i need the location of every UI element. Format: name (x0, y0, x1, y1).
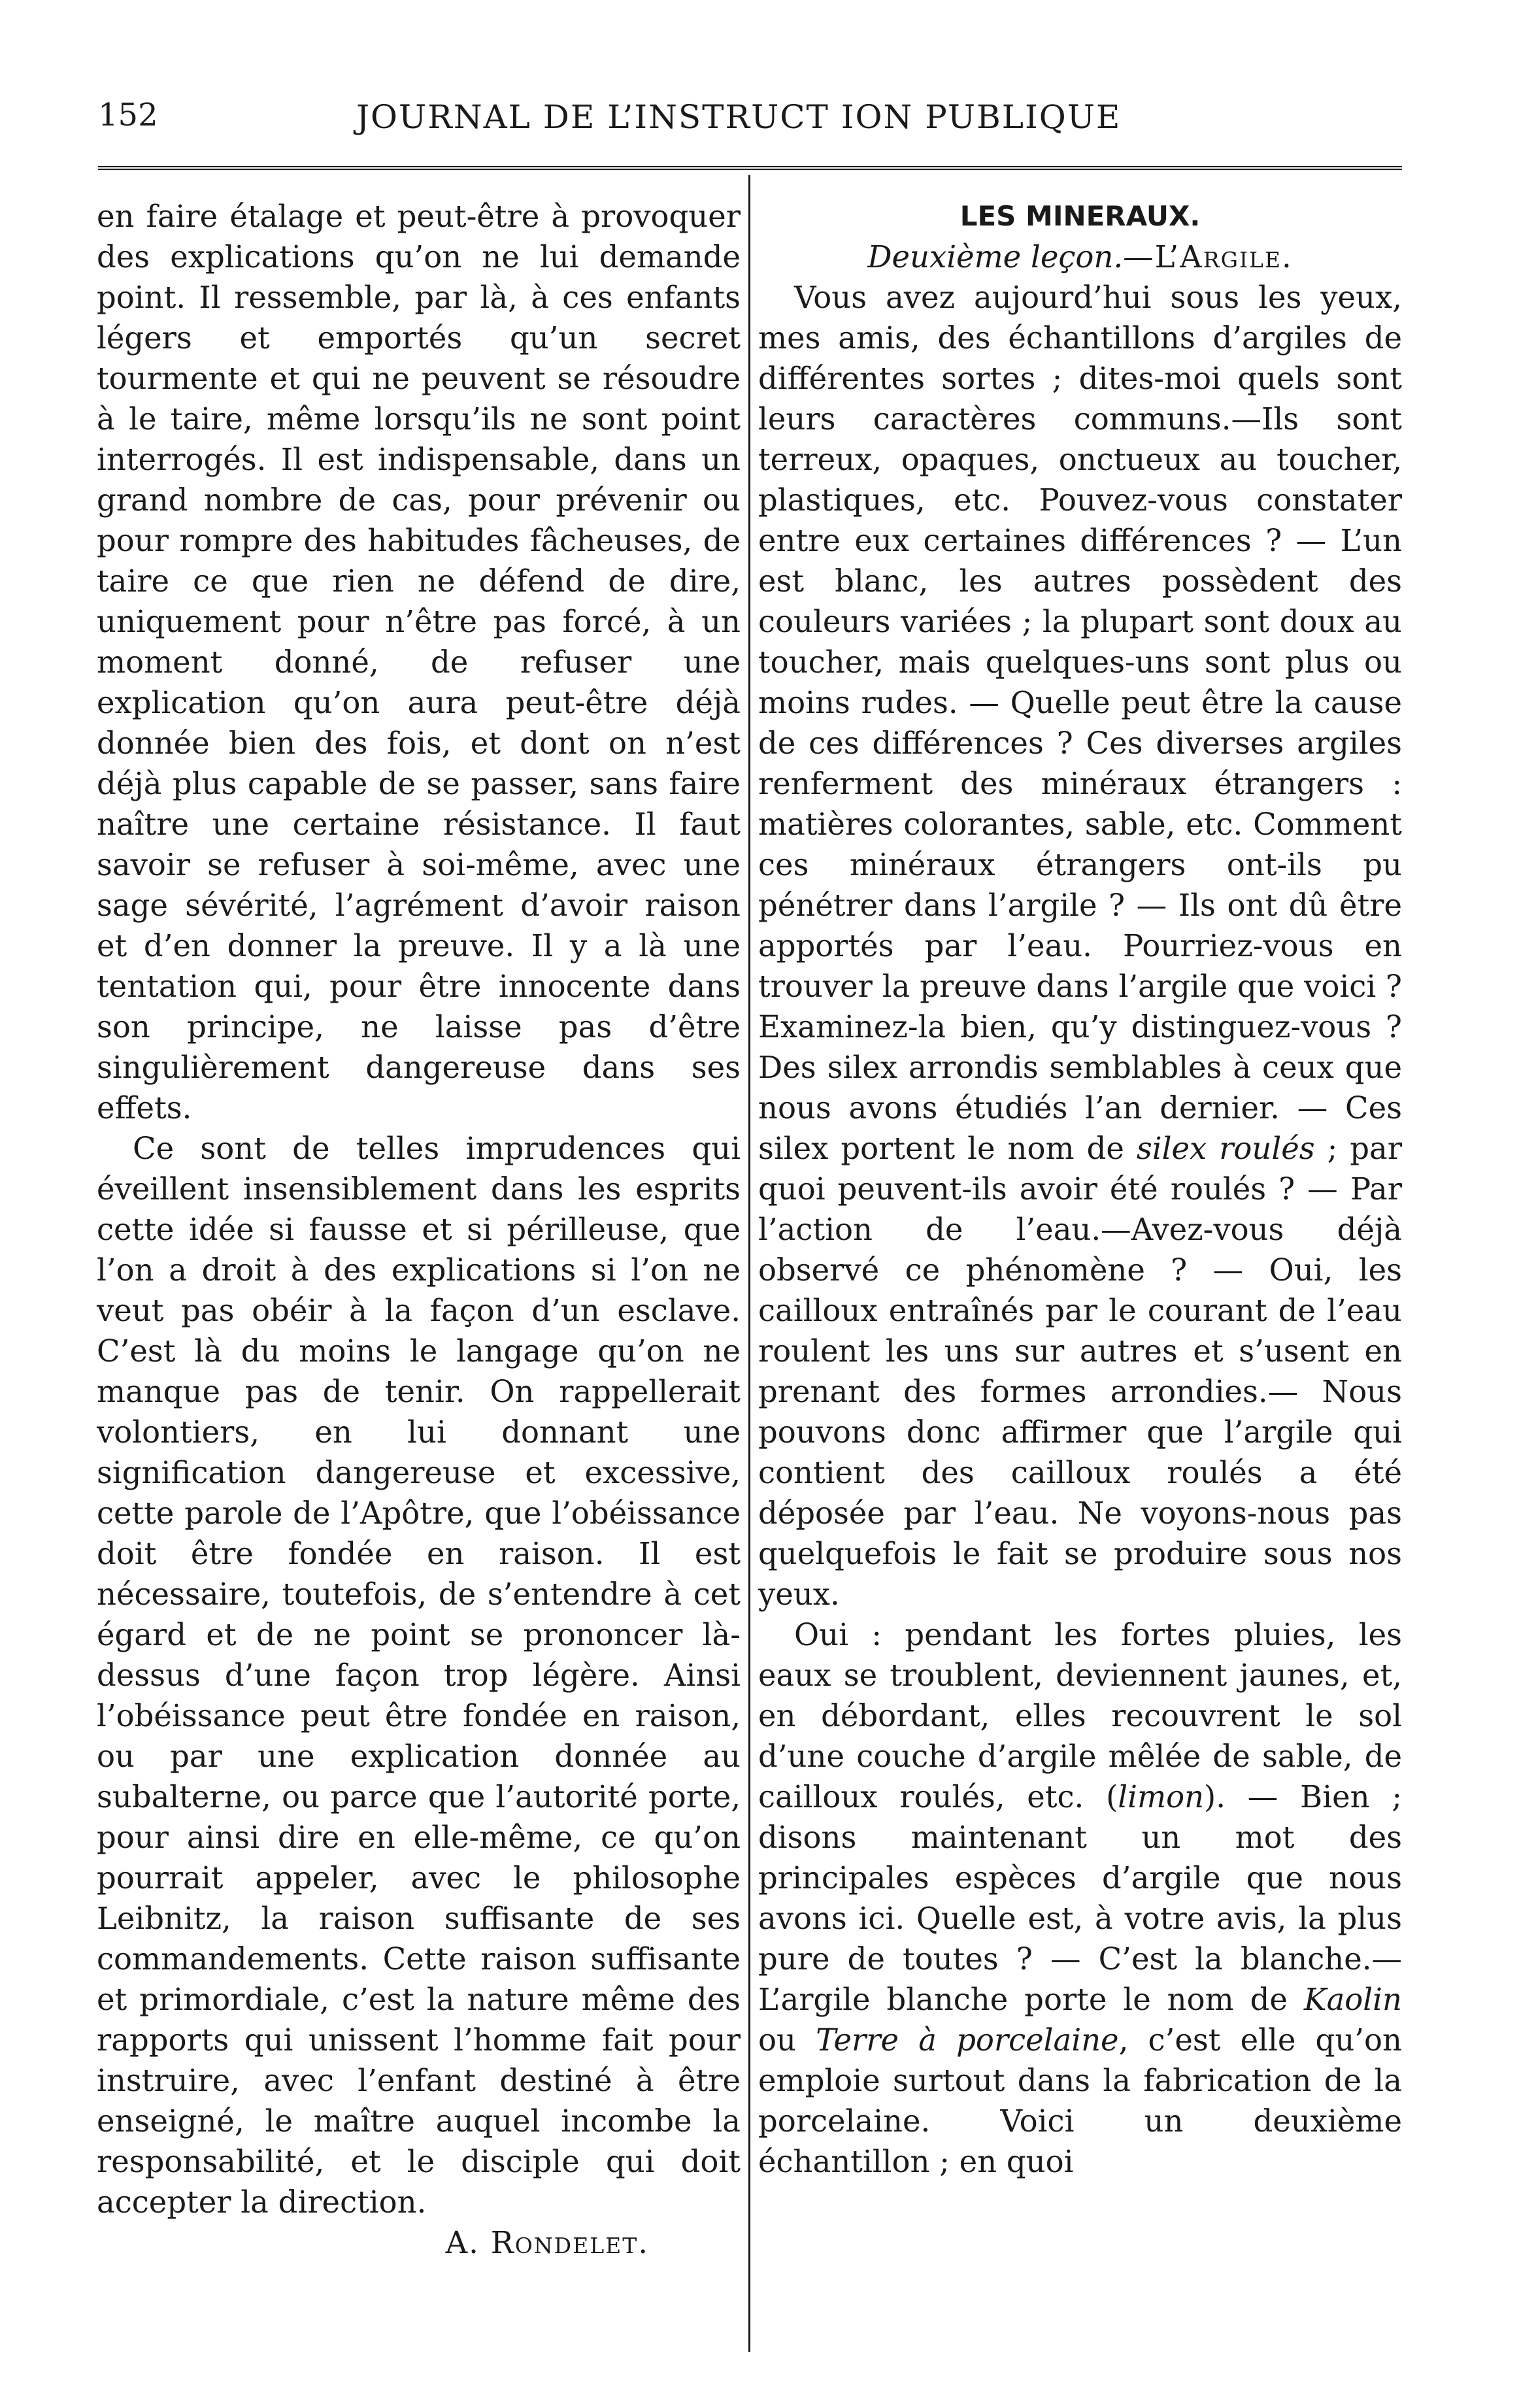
running-title: JOURNAL DE L’INSTRUCT ION PUBLIQUE (356, 98, 1122, 136)
right-p2-text-b: ). — Bien ; disons maintenant un mot des principales espèces d’argile que nous avons ici. Quelle est, à votre avis, la plus pure de toutes ? — C’est la blanche.— L’argile blanche porte le nom de (758, 1779, 1402, 2017)
page-number: 152 (98, 97, 158, 133)
right-p2-text-a: Oui : pendant les fortes pluies, les eaux se troublent, deviennent jaunes, et, en débordant, elles recouvrent le sol d’une couche d’argile mêlée de sable, de cailloux roulés, etc. ( (758, 1617, 1402, 1814)
author-signature: A. Rondelet. (445, 2225, 649, 2260)
column-divider (748, 175, 750, 2352)
lesson-heading (758, 237, 1402, 277)
header-rule (98, 166, 1402, 170)
article-title: LES MINERAUX. (960, 200, 1201, 232)
right-paragraph-2 (758, 1614, 1402, 2182)
left-column (97, 196, 741, 2263)
lesson-label: Deuxième leçon. (867, 239, 1124, 275)
right-paragraph-1 (758, 277, 1402, 1614)
left-paragraph-2: Ce sont de telles imprudences qui éveillent insensiblement dans les esprits cette idée si fausse et si périlleuse, que l’on a droit à des explications si l’on ne veut pas obéir à la façon d’un esclave. C’est là du moins le langage qu’on ne manque pas de tenir. On rappellerait volontiers, en lui donnant une signification dangereuse et excessive, cette parole de l’Apôtre, que l’obéissance doit être fondée en raison. Il est nécessaire, toutefois, de s’entendre à cet égard et de ne point se prononcer là-dessus d’une façon trop légère. Ainsi l’obéissance peut être fondée en raison, ou par une explication donnée au subalterne, ou parce que l’autorité porte, pour ainsi dire en elle-même, ce qu’on pourrait appeler, avec le philosophe Leibnitz, la raison suffisante de ses commandements. Cette raison suffisante et primordiale, c’est la nature même des rapports qui unissent l’homme fait pour instruire, avec l’enfant destiné à être enseigné, le maître auquel incombe la responsabilité, et le disciple qui doit accepter la direction. (97, 1131, 741, 2220)
right-p2-italic-1: limon (1118, 1779, 1205, 1814)
left-paragraph-1: en faire étalage et peut-être à provoquer des explications qu’on ne lui demande point. Il ressemble, par là, à ces enfants légers et emportés qu’un secret tourmente et qui ne peuvent se résoudre à le taire, même lorsqu’ils ne sont point interrogés. Il est indispensable, dans un grand nombre de cas, pour prévenir ou pour rompre des habitudes fâcheuses, de taire ce que rien ne défend de dire, uniquement pour n’être pas forcé, à un moment donné, de refuser une explication qu’on aura peut-être déjà donnée bien des fois, et dont on n’est déjà plus capable de se passer, sans faire naître une certaine résistance. Il faut savoir se refuser à soi-même, avec une sage sévérité, l’agrément d’avoir raison et d’en donner la preuve. Il y a là une tentation qui, pour être innocente dans son principe, ne laisse pas d’être singulièrement dangereuse dans ses effets. (97, 199, 741, 1126)
right-p1-text-a: Vous avez aujourd’hui sous les yeux, mes amis, des échantillons d’argiles de différentes sortes ; dites-moi quels sont leurs caractères communs.—Ils sont terreux, opaques, onctueux au toucher, plastiques, etc. Pouvez-vous constater entre eux certaines différences ? — L’un est blanc, les autres possèdent des couleurs variées ; la plupart sont doux au toucher, mais quelques-uns sont plus ou moins rudes. — Quelle peut être la cause de ces différences ? Ces diverses argiles renferment des minéraux étrangers : matières colorantes, sable, etc. Comment ces minéraux étrangers ont-ils pu pénétrer dans l’argile ? — Ils ont dû être apportés par l’eau. Pourriez-vous en trouver la preuve dans l’argile que voici ? Examinez-la bien, qu’y distinguez-vous ? Des silex arrondis semblables à ceux que nous avons étudiés l’an dernier. — Ces silex portent le nom de (758, 280, 1402, 1166)
lesson-topic: —L’Argile. (1123, 239, 1293, 275)
right-column (758, 196, 1402, 2182)
right-p1-text-b: ; par quoi peuvent-ils avoir été roulés ? — Par l’action de l’eau.—Avez-vous déjà observé ce phénomène ? — Oui, les cailloux entraînés par le courant de l’eau roulent les uns sur autres et s’usent en prenant des formes arrondies.— Nous pouvons donc affirmer que l’argile qui contient des cailloux roulés a été déposée par l’eau. Ne voyons-nous pas quelquefois le fait se produire sous nos yeux. (758, 1131, 1403, 1612)
right-p2-italic-3: Terre à porcelaine (816, 2022, 1119, 2058)
right-p2-text-c: ou (758, 2022, 816, 2058)
right-p2-text-d: , c’est elle qu’on emploie surtout dans la fabrication de la porcelaine. Voici un deuxième échantillon ; en quoi (758, 2022, 1402, 2179)
right-p1-italic: silex roulés (1136, 1131, 1315, 1166)
right-p2-italic-2: Kaolin (1303, 1982, 1402, 2017)
